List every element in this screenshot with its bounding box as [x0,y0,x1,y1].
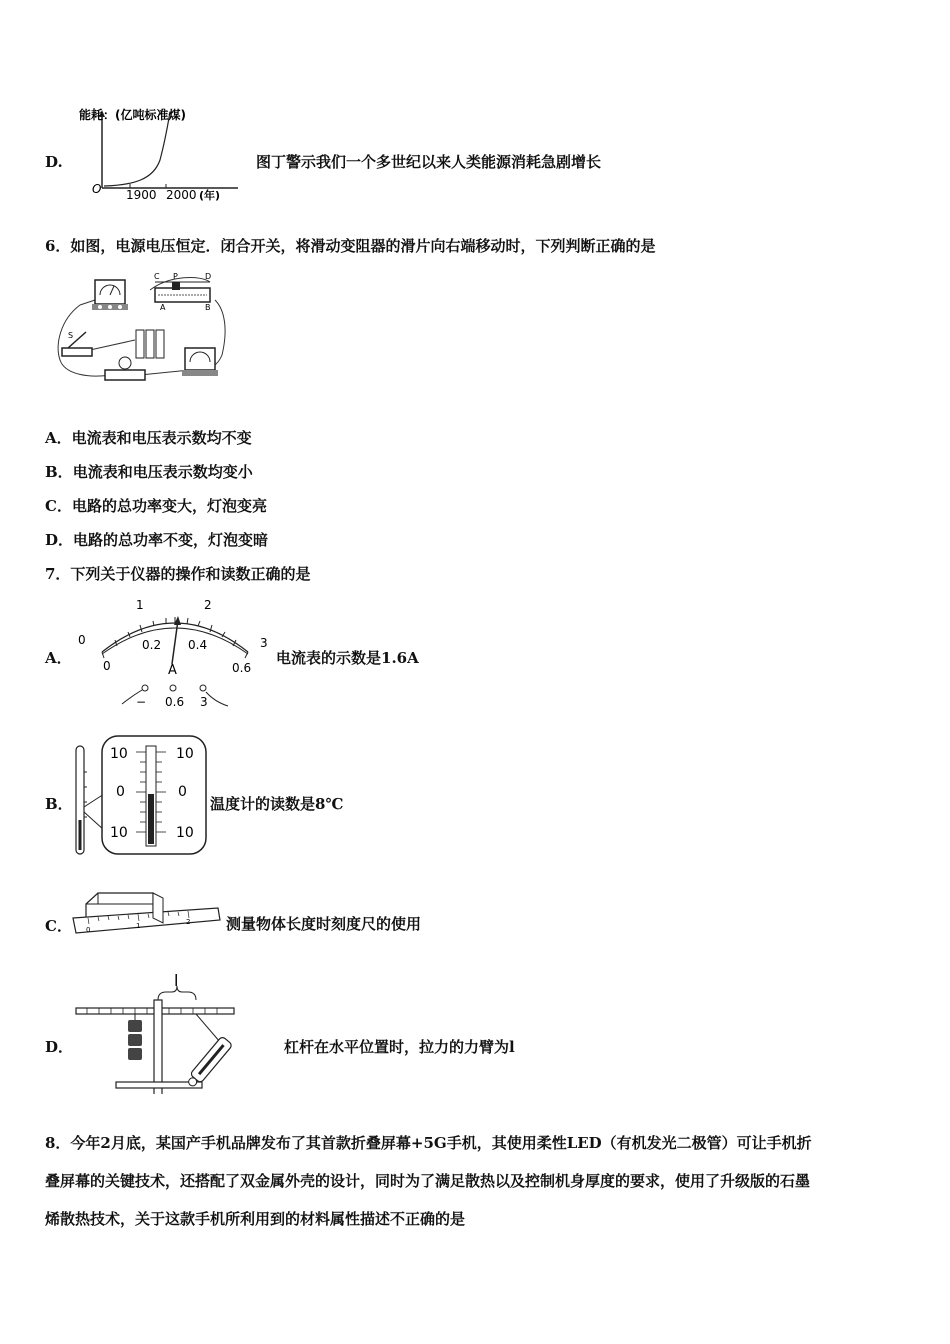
dial-inner-0.4: 0.4 [188,638,208,652]
dial-outer-2: 2 [204,598,212,612]
voltmeter [182,348,218,376]
circuit-diagram [50,270,230,385]
dial-outer-0: 0 [78,633,86,647]
thermometer [72,732,212,864]
dial-inner-0.2: 0.2 [142,638,162,652]
energy-consumption-chart [78,100,253,205]
ammeter-dial [70,592,275,712]
rheostat-label-b: B [205,303,211,312]
q7-option-b-label: B． [45,795,73,813]
terminal-minus: − [136,695,147,709]
dial-outer-3: 3 [260,636,268,650]
chart-origin: O [92,182,102,196]
battery [136,330,164,358]
q7-stem: 7．下列关于仪器的操作和读数正确的是 [45,565,311,583]
bulb [105,357,145,380]
ruler-figure [68,888,223,938]
q6-option-c: C．电路的总功率变大，灯泡变亮 [45,497,267,515]
dial-inner-0: 0 [103,659,111,673]
q7-option-d-label: D． [45,1038,74,1056]
terminal-3: 3 [200,695,208,709]
terminal-0.6: 0.6 [165,695,185,709]
lever-arm-label: l [174,971,179,990]
dial-unit: A [168,663,177,678]
thermo-left-mid: 0 [116,784,125,800]
thermo-right-bottom: 10 [176,825,194,841]
thermo-right-top: 10 [176,746,194,762]
ruler-tick-1: 1 [136,922,141,930]
q8-line-3: 烯散热技术，关于这款手机所利用到的材料属性描述不正确的是 [45,1210,466,1228]
chart-y-label: 能耗：(亿吨标准煤) [79,108,186,122]
q5-option-d-label: D. [45,153,63,171]
q6-option-a: A．电流表和电压表示数均不变 [45,429,252,447]
ruler-tick-2: 2 [186,918,191,926]
thermo-right-mid: 0 [178,784,187,800]
chart-x-tick-1900: 1900 [126,188,157,202]
q7-option-d-text: 杠杆在水平位置时，拉力的力臂为l [284,1038,515,1056]
q7-option-b-text: 温度计的读数是8℃ [210,795,344,813]
rheostat-label-a: A [160,303,166,312]
q7-option-a-text: 电流表的示数是1.6A [276,649,419,667]
q5-option-d-text: 图丁警示我们一个多世纪以来人类能源消耗急剧增长 [256,153,602,171]
q7-option-c-label: C． [45,917,72,935]
switch [62,331,92,356]
q6-stem: 6．如图，电源电压恒定．闭合开关，将滑动变阻器的滑片向右端移动时，下列判断正确的是 [45,237,656,255]
lever-figure [72,970,282,1094]
chart-x-tick-2000: 2000 [166,188,197,202]
rheostat-label-c: C [154,272,160,281]
q6-option-d: D．电路的总功率不变，灯泡变暗 [45,531,269,549]
q7-option-a-label: A． [45,649,72,667]
rheostat-label-p: P [173,272,178,281]
q8-line-1: 8．今年2月底，某国产手机品牌发布了其首款折叠屏幕+5G手机，其使用柔性LED（有机发光二极管）可让手机折 [45,1134,812,1152]
thermo-left-bottom: 10 [110,825,128,841]
q6-option-b: B．电流表和电压表示数均变小 [45,463,253,481]
chart-x-unit: (年) [199,189,221,202]
dial-outer-1: 1 [136,598,144,612]
dial-inner-0.6: 0.6 [232,661,252,675]
q8-line-2: 叠屏幕的关键技术，还搭配了双金属外壳的设计，同时为了满足散热以及控制机身厚度的要求，使用了升级版的石墨 [45,1172,811,1190]
ammeter [92,280,128,310]
q7-option-c-text: 测量物体长度时刻度尺的使用 [226,915,422,933]
ruler-tick-0: 0 [86,926,91,934]
switch-label-s: S [68,331,74,340]
rheostat-label-d: D [205,272,212,281]
thermo-left-top: 10 [110,746,128,762]
